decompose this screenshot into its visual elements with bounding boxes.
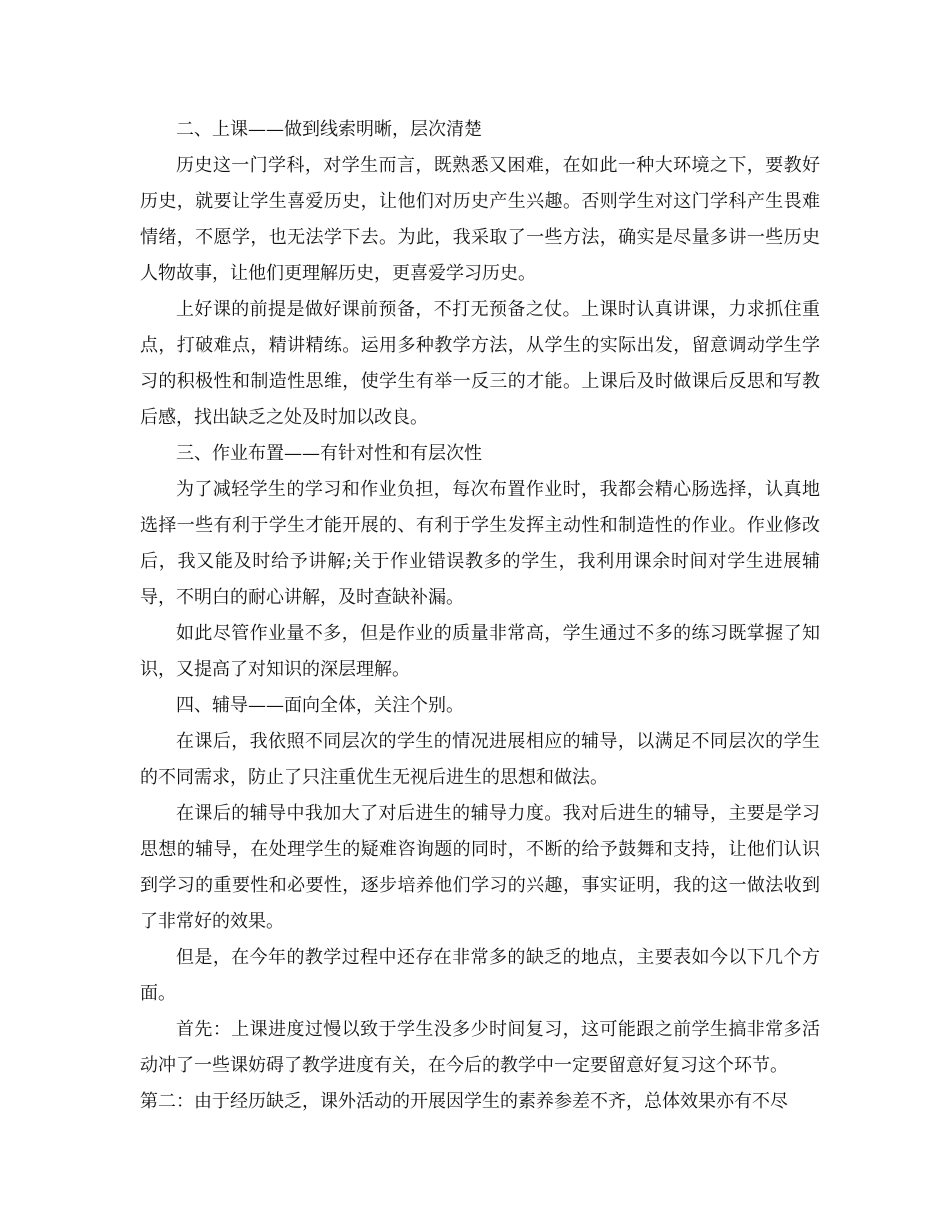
paragraph-shortcomings-intro: 但是，在今年的教学过程中还存在非常多的缺乏的地点，主要表如今以下几个方面。: [140, 947, 820, 1004]
paragraph-shortcoming-first: 首先：上课进度过慢以致于学生没多少时间复习，这可能跟之前学生搞非常多活动冲了一些课妨碍了教学进度有关，在今后的教学中一定要留意好复习这个环节。: [140, 1019, 820, 1076]
document-body: [140, 112, 820, 1120]
paragraph-history-interest: 历史这一门学科，对学生而言，既熟悉又困难，在如此一种大环境之下，要教好历史，就要让学生喜爱历史，让他们对历史产生兴趣。否则学生对这门学科产生畏难情绪，不愿学，也无法学下去。为此，我采取了一些方法，确实是尽量多讲一些历史人物故事，让他们更理解历史，更喜爱学习历史。: [140, 155, 820, 284]
paragraph-tutoring-levels: 在课后，我依照不同层次的学生的情况进展相应的辅导，以满足不同层次的学生的不同需求，防止了只注重优生无视后进生的思想和做法。: [140, 731, 820, 788]
paragraph-shortcoming-second: 第二：由于经历缺乏，课外活动的开展因学生的素养参差不齐，总体效果亦有不尽: [140, 1091, 788, 1112]
section-heading-4: 四、辅导——面向全体，关注个别。: [176, 695, 464, 716]
section-heading-3: 三、作业布置——有针对性和有层次性: [176, 443, 482, 464]
paragraph-homework-quality: 如此尽管作业量不多，但是作业的质量非常高，学生通过不多的练习既掌握了知识，又提高了对知识的深层理解。: [140, 623, 820, 680]
paragraph-tutoring-struggling: 在课后的辅导中我加大了对后进生的辅导力度。我对后进生的辅导，主要是学习思想的辅导，在处理学生的疑难咨询题的同时，不断的给予鼓舞和支持，让他们认识到学习的重要性和必要性，逐步培养他们学习的兴趣，事实证明，我的这一做法收到了非常好的效果。: [140, 803, 820, 932]
section-heading-2: 二、上课——做到线索明晰，层次清楚: [176, 119, 482, 140]
paragraph-lesson-prep: 上好课的前提是做好课前预备，不打无预备之仗。上课时认真讲课，力求抓住重点，打破难点，精讲精练。运用多种教学方法，从学生的实际出发，留意调动学生学习的积极性和制造性思维，使学生有举一反三的才能。上课后及时做课后反思和写教后感，找出缺乏之处及时加以改良。: [140, 299, 820, 428]
paragraph-homework-assignment: 为了减轻学生的学习和作业负担，每次布置作业时，我都会精心肠选择，认真地选择一些有利于学生才能开展的、有利于学生发挥主动性和制造性的作业。作业修改后，我又能及时给予讲解;关于作业错误教多的学生，我利用课余时间对学生进展辅导，不明白的耐心讲解，及时查缺补漏。: [140, 479, 820, 608]
